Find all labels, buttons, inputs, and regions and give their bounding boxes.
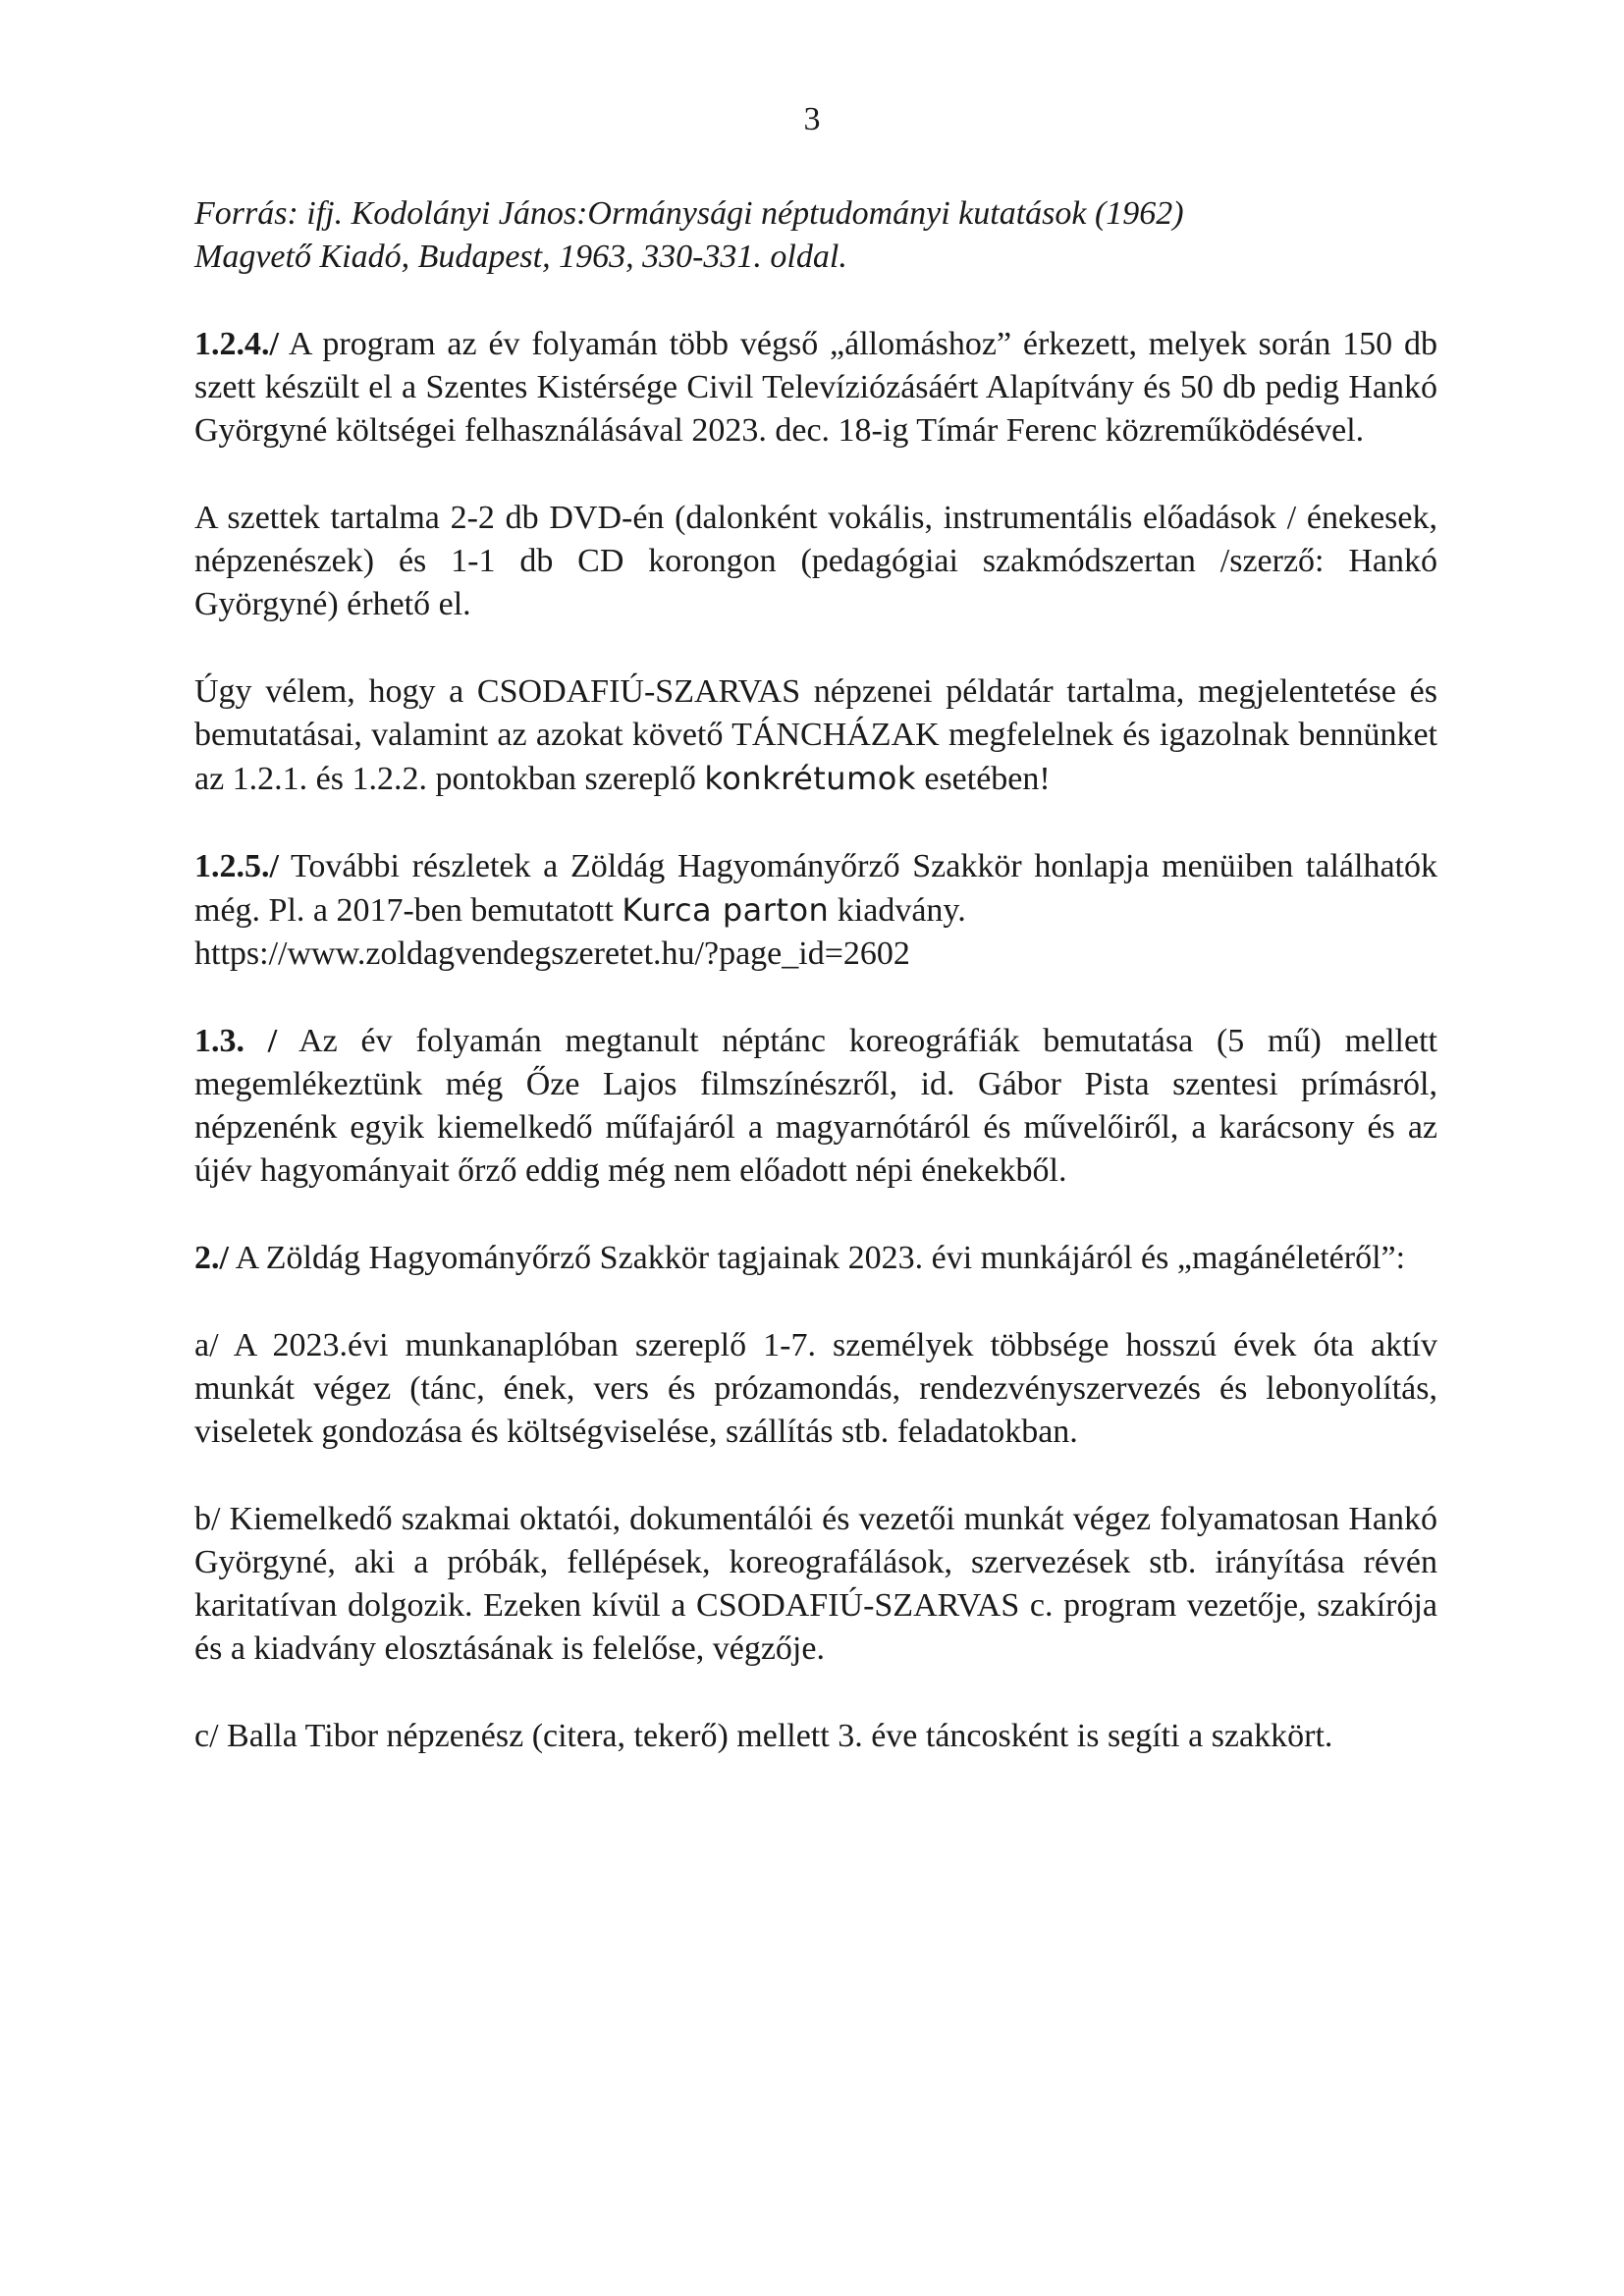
paragraph-text: a/ A 2023.évi munkanaplóban szereplő 1-7. személyek többsége hosszú évek óta aktív munkát végez (tánc, ének, vers és prózamondás, rendezvényszervezés és lebonyolítás, viseletek gondozása és költségviselése, szállítás stb. feladatokban.	[194, 1327, 1437, 1450]
paragraph-text: b/ Kiemelkedő szakmai oktatói, dokumentálói és vezetői munkát végez folyamatosan Hankó Györgyné, aki a próbák, fellépések, koreografálások, szervezések stb. irányítása révén karitatívan dolgozik. Ezeken kívül a CSODAFIÚ-SZARVAS c. program vezetője, szakírója és a kiadvány elosztásának is felelőse, végzője.	[194, 1501, 1437, 1667]
paragraph-szettek	[194, 497, 1437, 626]
source-line-2: Magvető Kiadó, Budapest, 1963, 330-331. oldal.	[194, 239, 847, 275]
section-number: 1.2.4./	[194, 326, 279, 362]
document-body	[194, 192, 1437, 1802]
paragraph-1-3	[194, 1020, 1437, 1193]
website-url[interactable]: https://www.zoldagvendegszeretet.hu/?page_id=2602	[194, 935, 910, 972]
paragraph-text: Az év folyamán megtanult néptánc koreográfiák bemutatása (5 mű) mellett megemlékeztünk még Őze Lajos filmszínészről, id. Gábor Pista szentesi prímásról, népzenénk egyik kiemelkedő műfajáról a magyarnótáról és művelőiről, a karácsony és az újév hagyományait őrző eddig még nem előadott népi énekekből.	[194, 1023, 1437, 1189]
paragraph-c	[194, 1715, 1437, 1758]
paragraph-text: A program az év folyamán több végső „állomáshoz” érkezett, melyek során 150 db szett készült el a Szentes Kistérsége Civil Televíziózásáért Alapítvány és 50 db pedig Hankó Györgyné költségei felhasználásával 2023. dec. 18-ig Tímár Ferenc közreműködésével.	[194, 326, 1437, 449]
paragraph-1-2-4	[194, 323, 1437, 453]
paragraph-velem	[194, 670, 1437, 801]
paragraph-text: Úgy vélem, hogy a CSODAFIÚ-SZARVAS népzenei példatár tartalma, megjelentetése és bemutatásai, valamint az azokat követő TÁNCHÁZAK megfelelnek és igazolnak bennünket az 1.2.1. és 1.2.2. pontokban szereplő	[194, 673, 1437, 797]
paragraph-a	[194, 1324, 1437, 1454]
section-number: 2./	[194, 1240, 229, 1276]
paragraph-text: A Zöldág Hagyományőrző Szakkör tagjainak 2023. évi munkájáról és „magánéletéről”:	[228, 1240, 1406, 1276]
emphasis-konkretumok: konkrétumok	[704, 760, 916, 797]
source-line-1: Forrás: ifj. Kodolányi János:Ormánysági néptudományi kutatások (1962)	[194, 195, 1184, 232]
section-number: 1.2.5./	[194, 848, 279, 884]
paragraph-text: További részletek a Zöldág Hagyományőrző Szakkör honlapja menüiben találhatók még. Pl. a 2017-ben bemutatott	[194, 848, 1437, 929]
source-citation	[194, 192, 1437, 279]
paragraph-1-2-5	[194, 845, 1437, 976]
emphasis-kurca-parton: Kurca parton	[622, 891, 830, 929]
paragraph-text: kiadvány.	[829, 892, 966, 929]
paragraph-text: A szettek tartalma 2-2 db DVD-én (dalonként vokális, instrumentális előadások / énekesek, népzenészek) és 1-1 db CD korongon (pedagógiai szakmódszertan /szerző: Hankó Györgyné) érhető el.	[194, 500, 1437, 622]
page-number: 3	[803, 101, 821, 137]
paragraph-text: esetében!	[915, 761, 1051, 797]
section-number: 1.3. /	[194, 1023, 278, 1059]
paragraph-b	[194, 1498, 1437, 1671]
paragraph-2	[194, 1237, 1437, 1280]
paragraph-text: c/ Balla Tibor népzenész (citera, tekerő) mellett 3. éve táncosként is segíti a szakkört.	[194, 1718, 1333, 1754]
